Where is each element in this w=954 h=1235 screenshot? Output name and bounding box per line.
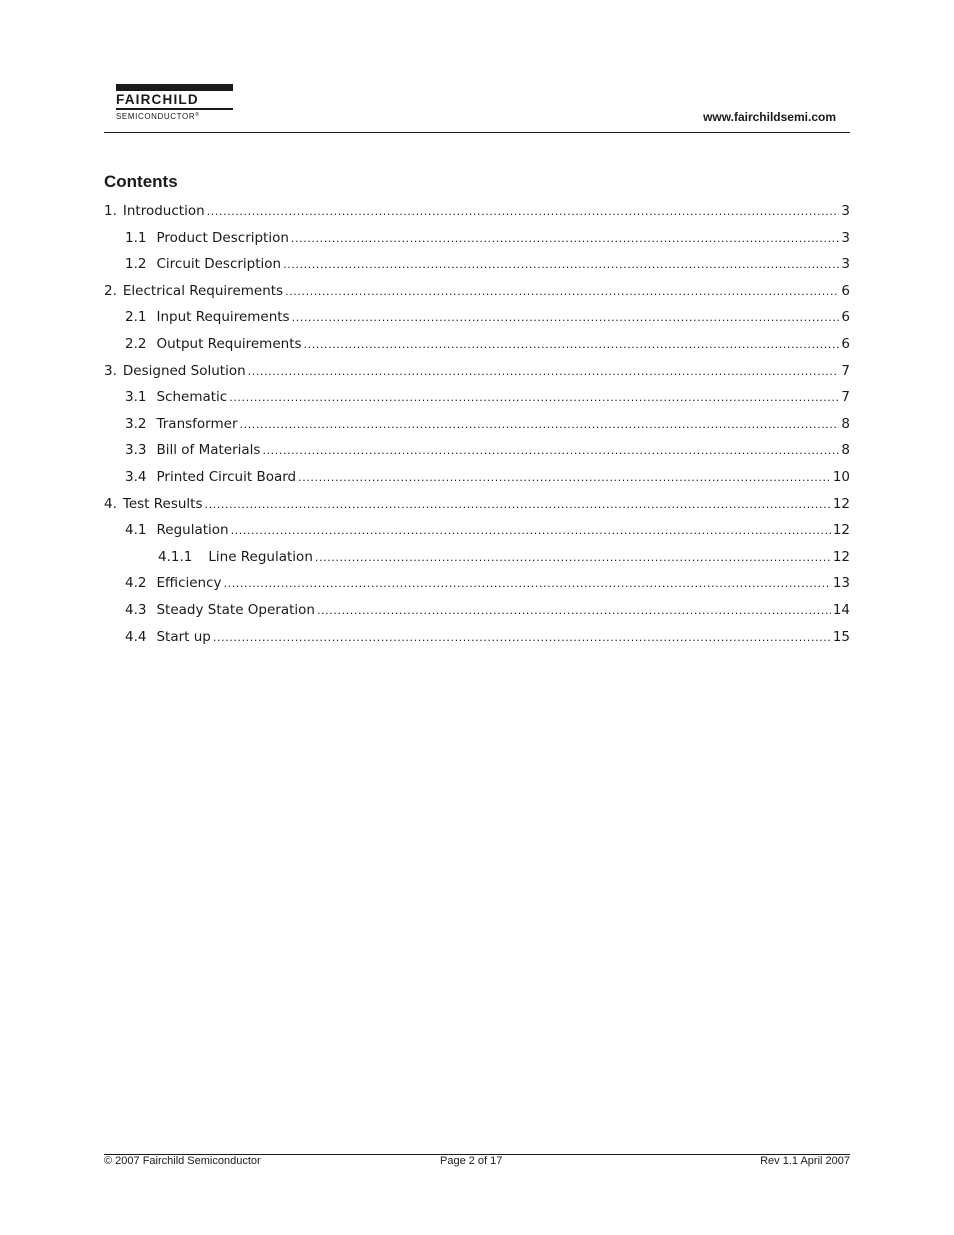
toc-dot-leader [224,577,831,590]
toc-entry[interactable] [104,522,850,549]
footer-page-number: Page 2 of 17 [440,1155,503,1167]
toc-entry-page: 13 [832,575,850,592]
website-url: www.fairchildsemi.com [703,110,836,124]
toc-entry[interactable] [104,442,850,469]
toc-dot-leader [240,418,840,431]
toc-entry-title: Input Requirements [156,309,290,326]
toc-dot-leader [317,604,831,617]
toc-entry-number: 1. [104,203,117,219]
logo-subtitle [116,112,236,121]
toc-entry-number: 2.1 [125,309,147,326]
toc-dot-leader [205,498,831,511]
toc-dot-leader [231,524,831,537]
toc-entry-number: 4.1 [125,522,147,539]
toc-dot-leader [291,232,839,245]
table-of-contents [104,203,850,655]
toc-entry[interactable] [104,469,850,496]
toc-entry-title: Schematic [156,389,228,406]
toc-entry-number: 3.3 [125,442,147,459]
toc-entry-number: 4.1.1 [158,548,193,565]
toc-entry-page: 6 [841,335,850,352]
toc-entry[interactable] [104,230,850,257]
fairchild-logo [116,84,236,121]
toc-dot-leader [213,631,831,644]
toc-entry-page: 10 [832,468,850,485]
toc-entry-page: 12 [832,522,850,539]
toc-dot-leader [304,338,840,351]
toc-entry-title: Product Description [156,229,289,246]
toc-entry-number: 3.2 [125,415,147,432]
toc-entry-title: Efficiency [156,575,222,592]
toc-entry-number: 2. [104,282,117,299]
toc-dot-leader [207,205,840,218]
toc-entry-title: Transformer [156,415,238,432]
footer-copyright: © 2007 Fairchild Semiconductor [104,1155,261,1167]
toc-dot-leader [292,311,840,324]
toc-dot-leader [248,365,840,378]
toc-entry-number: 3.4 [125,468,147,485]
toc-entry-number: 4. [104,495,117,512]
header-rule [104,132,850,133]
toc-entry[interactable] [104,336,850,363]
toc-entry[interactable] [104,549,850,576]
logo-sub-text: SEMICONDUCTOR [116,112,196,121]
toc-entry-page: 3 [841,229,850,246]
toc-entry-number: 4.3 [125,601,147,618]
toc-entry-page: 15 [832,628,850,645]
toc-dot-leader [229,391,839,404]
toc-entry-page: 7 [841,389,850,406]
toc-entry-number: 1.1 [125,229,147,246]
toc-entry-page: 12 [832,548,850,565]
toc-entry[interactable] [104,416,850,443]
toc-entry[interactable] [104,389,850,416]
toc-dot-leader [315,551,831,564]
logo-top-bar [116,84,233,91]
toc-entry-page: 6 [841,282,850,299]
toc-dot-leader [298,471,831,484]
toc-entry[interactable] [104,496,850,523]
toc-entry-title: Steady State Operation [156,601,315,618]
toc-entry-page: 8 [841,415,850,432]
toc-entry-title: Introduction [122,203,205,219]
toc-entry-number: 3. [104,362,117,379]
toc-entry-page: 6 [841,309,850,326]
toc-entry[interactable] [104,283,850,310]
toc-entry-page: 7 [841,362,850,379]
toc-entry[interactable] [104,602,850,629]
toc-entry-number: 3.1 [125,389,147,406]
toc-entry-title: Start up [156,628,211,645]
toc-dot-leader [262,444,839,457]
toc-entry-page: 3 [841,256,850,273]
toc-entry-title: Bill of Materials [156,442,261,459]
toc-entry[interactable] [104,629,850,656]
toc-entry-title: Circuit Description [156,256,282,273]
toc-entry-page: 8 [841,442,850,459]
toc-dot-leader [285,285,839,298]
toc-entry-page: 14 [832,601,850,618]
toc-entry[interactable] [104,203,850,230]
toc-entry-title: Output Requirements [156,335,302,352]
toc-entry-number: 2.2 [125,335,147,352]
toc-entry[interactable] [104,309,850,336]
logo-registered-mark: ® [195,112,200,118]
toc-entry-page: 3 [841,203,850,219]
logo-divider [116,108,233,110]
toc-entry-number: 1.2 [125,256,147,273]
toc-entry[interactable] [104,575,850,602]
toc-entry-title: Designed Solution [122,362,246,379]
toc-entry-title: Printed Circuit Board [156,468,297,485]
toc-entry-number: 4.2 [125,575,147,592]
toc-entry[interactable] [104,256,850,283]
toc-entry-title: Test Results [122,495,203,512]
toc-entry-page: 12 [832,495,850,512]
toc-entry-title: Electrical Requirements [122,282,284,299]
toc-entry-title: Line Regulation [208,548,313,565]
toc-dot-leader [283,258,839,271]
logo-name: FAIRCHILD [116,92,199,107]
footer-revision: Rev 1.1 April 2007 [760,1155,850,1167]
toc-entry-title: Regulation [156,522,229,539]
contents-heading: Contents [104,172,178,191]
toc-entry-number: 4.4 [125,628,147,645]
toc-entry[interactable] [104,363,850,390]
